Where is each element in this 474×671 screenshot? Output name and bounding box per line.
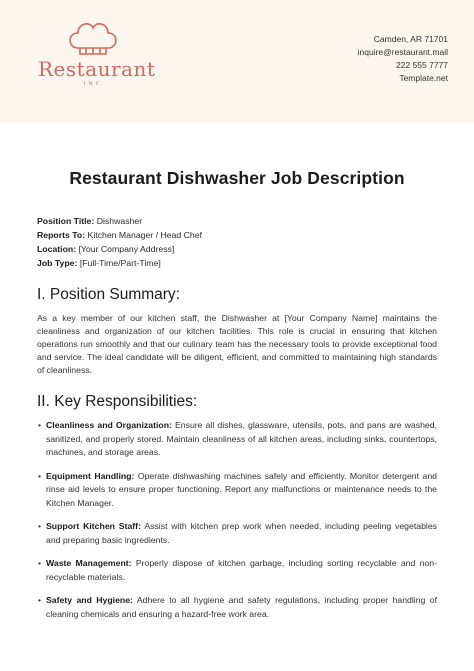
bullet-icon: •: [38, 595, 42, 605]
item-label: Safety and Hygiene:: [46, 595, 133, 605]
contact-email[interactable]: inquire@restaurant.mail: [357, 47, 448, 57]
job-fields: [37, 214, 437, 270]
bullet-icon: •: [38, 521, 42, 531]
bullet-icon: •: [38, 558, 42, 568]
field-reports-to: [37, 228, 437, 242]
field-label: Location:: [37, 244, 77, 254]
list-item: [37, 557, 437, 584]
field-value: Kitchen Manager / Head Chef: [87, 230, 202, 240]
item-label: Waste Management:: [46, 558, 132, 568]
field-position-title: [37, 214, 437, 228]
field-label: Position Title:: [37, 216, 95, 226]
field-label: Job Type:: [37, 258, 78, 268]
logo-wordmark: Restaurant: [38, 57, 156, 81]
contact-address: Camden, AR 71701: [373, 34, 448, 44]
item-text: Operate dishwashing machines safely and efficiently. Monitor detergent and rinse aid levels to ensure proper functioning. Report any malfunctions or maintenance needs to the Kitchen Manager.: [46, 470, 437, 508]
summary-text: As a key member of our kitchen staff, the Dishwasher at [Your Company Name] maintains the cleanliness and organization of our kitchen facilities. This role is crucial in ensuring that kitchen operations run smoothly and that our culinary team has the necessary tools to provide exceptional food and service. The ideal candidate will be diligent, efficient, and committed to maintaining high standards of cleanliness.: [37, 313, 437, 375]
item-text: Assist with kitchen prep work when needed, including peeling vegetables and preparing basic ingredients.: [46, 521, 438, 545]
section-heading-responsibilities: II. Key Responsibilities:: [37, 393, 198, 410]
item-label: Equipment Handling:: [46, 470, 135, 481]
item-text: Properly dispose of kitchen garbage, including sorting recyclable and non-recyclable materials.: [46, 558, 437, 582]
field-value: Dishwasher: [96, 216, 143, 226]
list-item: [37, 520, 437, 547]
field-value: [Full-Time/Part-Time]: [79, 258, 161, 268]
field-label: Reports To:: [37, 230, 86, 240]
responsibilities-list: [37, 419, 437, 621]
field-location: [37, 242, 437, 256]
document-body: [0, 168, 474, 621]
logo-tagline: INC: [83, 81, 103, 87]
field-job-type: [37, 256, 437, 270]
chef-hat-icon: [64, 18, 122, 58]
contact-phone: 222 555 7777: [396, 60, 448, 70]
list-item: [37, 594, 437, 621]
contact-website[interactable]: Template.net: [399, 73, 448, 83]
list-item: [37, 419, 437, 460]
contact-block: [358, 33, 448, 85]
restaurant-logo: [38, 18, 156, 100]
field-value: [Your Company Address]: [78, 244, 175, 254]
section-heading-summary: I. Position Summary:: [37, 286, 180, 303]
item-label: Support Kitchen Staff:: [46, 521, 141, 531]
item-text: Ensure all dishes, glassware, utensils, pots, and pans are washed, sanitized, and properly stored. Maintain cleanliness of all kitchen areas, including sinks, countertops, machines, and storage areas.: [46, 420, 437, 457]
list-item: [37, 470, 437, 511]
item-text: Adhere to all hygiene and safety regulations, including proper handling of cleaning chemicals and ensuring a hazard-free work area.: [46, 595, 437, 619]
letterhead: [0, 0, 474, 123]
item-label: Cleanliness and Organization:: [46, 420, 172, 430]
bullet-icon: •: [38, 420, 42, 430]
bullet-icon: •: [38, 470, 42, 481]
page-title: Restaurant Dishwasher Job Description: [69, 168, 405, 188]
